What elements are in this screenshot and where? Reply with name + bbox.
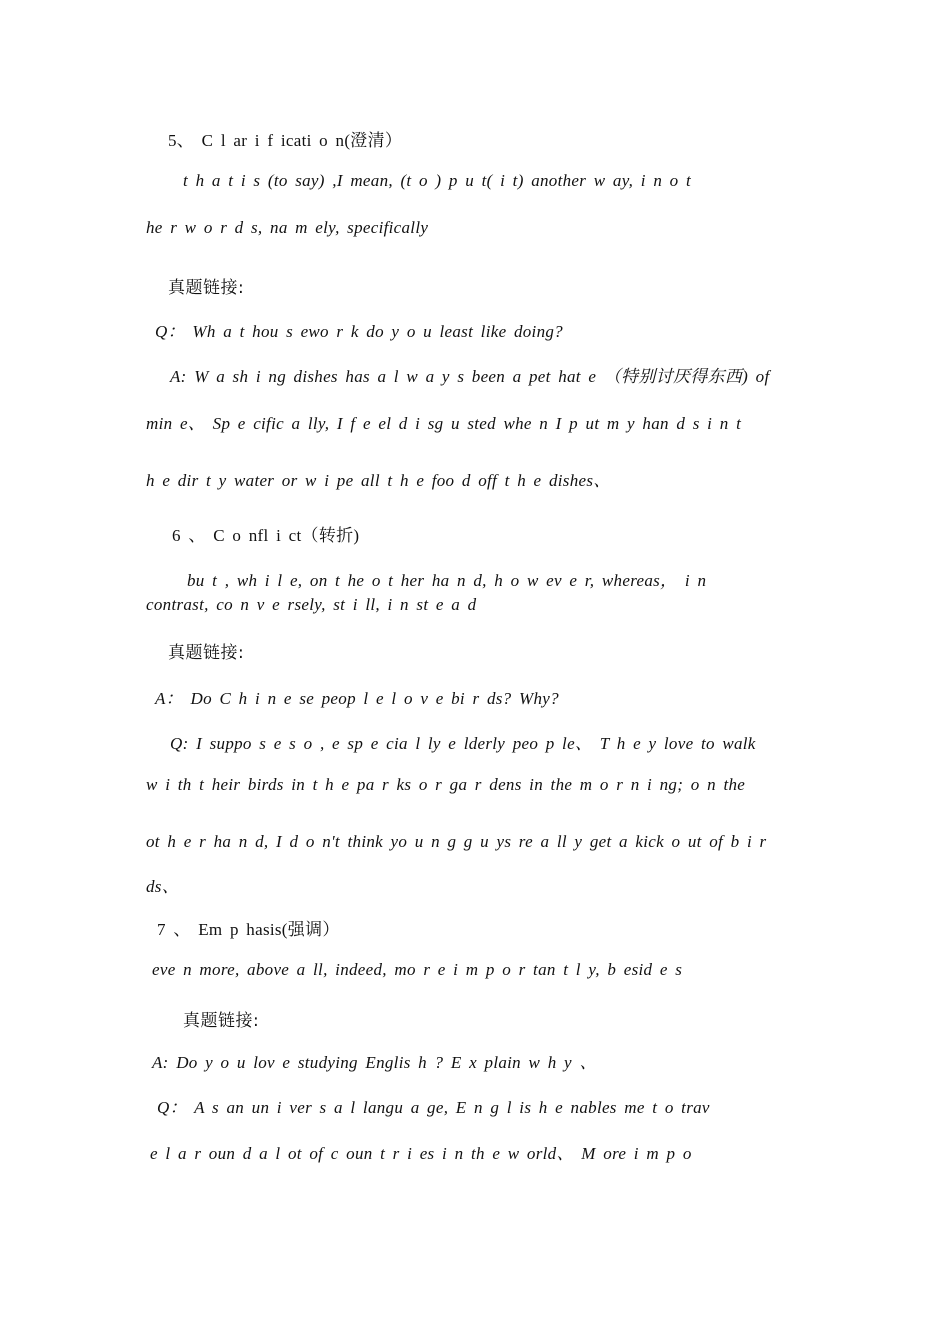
section-6-qa-line-5: ds、 xyxy=(146,877,180,896)
section-7-heading: 7 、 Em p hasis(强调） xyxy=(157,920,340,939)
section-5-link-label: 真题链接: xyxy=(168,278,245,298)
section-6-qa-line-2: Q: I suppo s e s o , e sp e cia l ly e lderly peo p le、 T h e y love to walk xyxy=(170,734,756,753)
section-5-qa-line-2: A: W a sh i ng dishes has a l w a y s been a pet hat e （特别讨厌得东西) of xyxy=(170,367,770,386)
section-7-body-line-1: eve n more, above a ll, indeed, mo r e i m p o r tan t l y, b esid e s xyxy=(152,960,683,979)
section-6-body-line-1: bu t , wh i l e, on t he o t her ha n d, h o w ev e r, whereas， i n xyxy=(187,571,707,590)
section-5-heading: 5、 C l ar i f icati o n(澄清） xyxy=(168,131,403,150)
section-7-qa-line-2: Q： A s an un i ver s a l langu a ge, E n g l is h e nables me t o trav xyxy=(157,1098,710,1117)
section-7-qa-line-3: e l a r oun d a l ot of c oun t r i es i n th e w orld、 M ore i m p o xyxy=(150,1144,692,1163)
section-6-qa-line-3: w i th t heir birds in t h e pa r ks o r ga r dens in the m o r n i ng; o n the xyxy=(146,775,746,794)
section-5-qa-line-4: h e dir t y water or w i pe all t h e foo d off t h e dishes、 xyxy=(146,471,611,490)
section-6-qa-line-1: A： Do C h i n e se peop l e l o v e bi r ds? Why? xyxy=(155,689,559,708)
section-5-qa-line-3: min e、 Sp e cific a lly, I f e el d i sg u sted whe n I p ut m y han d s i n t xyxy=(146,414,742,433)
section-7-link-label: 真题链接: xyxy=(183,1011,260,1031)
section-5-qa-line-1: Q： Wh a t hou s ewo r k do y o u least like doing? xyxy=(155,322,563,341)
section-6-heading: 6 、 C o nfl i ct（转折) xyxy=(172,526,360,545)
section-7-qa-line-1: A: Do y o u lov e studying Englis h ? E x plain w h y 、 xyxy=(152,1053,597,1072)
section-6-body-line-2: contrast, co n v e rsely, st i ll, i n st e a d xyxy=(146,595,477,614)
section-5-body-line-1: t h a t i s (to say) ,I mean, (t o ) p u t( i t) another w ay, i n o t xyxy=(183,171,692,190)
section-5-body-line-2: he r w o r d s, na m ely, specifically xyxy=(146,218,429,237)
section-6-qa-line-4: ot h e r ha n d, I d o n't think yo u n g g u ys re a ll y get a kick o ut of b i r xyxy=(146,832,767,851)
section-6-link-label: 真题链接: xyxy=(168,643,245,663)
